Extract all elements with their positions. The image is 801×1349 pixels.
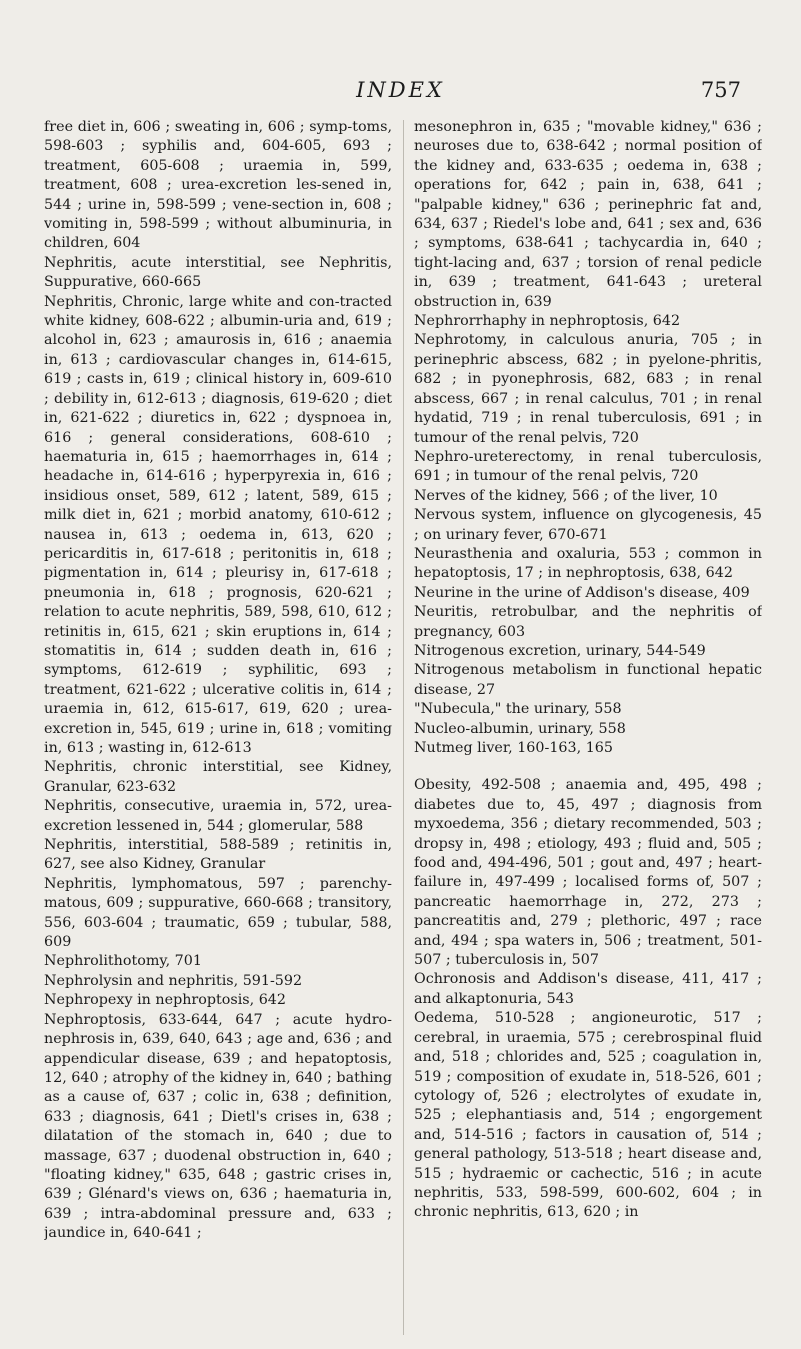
index-entry: "Nubecula," the urinary, 558 (414, 701, 622, 718)
page-header (0, 74, 801, 114)
running-title: INDEX (356, 78, 445, 102)
index-entry: Oedema, 510-528 ; angioneurotic, 517 ; cerebral, in uraemia, 575 ; cerebrospinal fluid and, 518 ; chlorides and, 525 ; coagulation in, 519 ; composition of exudate in, 518-526, 601 ; cytology of, 526 ; electrolytes of exudate in, 525 ; elephantiasis and, 514 ; engorgement and, 514-516 ; factors in causation of, 514 ; general pathology, 513-518 ; heart disease and, 515 ; hydraemic or cachectic, 516 ; in acute nephritis, 533, 598-599, 600-602, 604 ; in chronic nephritis, 613, 620 ; in (414, 1010, 762, 1221)
index-entry: Nerves of the kidney, 566 ; of the liver, 10 (414, 487, 718, 504)
index-entry: Nephrolysin and nephritis, 591-592 (44, 972, 303, 989)
index-entry: Ochronosis and Addison's disease, 411, 417 ; and alkaptonuria, 543 (414, 971, 762, 1007)
index-entry: Nephrorrhaphy in nephroptosis, 642 (414, 313, 681, 330)
index-entry: Nephritis, Chronic, large white and con-tracted white kidney, 608-622 ; albumin-uria and, 619 ; alcohol in, 623 ; amaurosis in, 616 ; anaemia in, 613 ; cardiovascular changes in, 614-615, 619 ; casts in, 619 ; clinical history in, 609-610 ; debility in, 612-613 ; diagnosis, 619-620 ; diet in, 621-622 ; diuretics in, 622 ; dyspnoea in, 616 ; general considerations, 608-610 ; haematuria in, 615 ; haemorrhages in, 614 ; headache in, 614-616 ; hyperpyrexia in, 616 ; insidious onset, 589, 612 ; latent, 589, 615 ; milk diet in, 621 ; morbid anatomy, 610-612 ; nausea in, 613 ; oedema in, 613, 620 ; pericarditis in, 617-618 ; peritonitis in, 618 ; pigmentation in, 614 ; pleurisy in, 617-618 ; pneumonia in, 618 ; prognosis, 620-621 ; relation to acute nephritis, 589, 598, 610, 612 ; retinitis in, 615, 621 ; skin eruptions in, 614 ; stomatitis in, 614 ; sudden death in, 616 ; symptoms, 612-619 ; syphilitic, 693 ; treatment, 621-622 ; ulcerative colitis in, 614 ; uraemia in, 612, 615-617, 619, 620 ; urea-excretion in, 545, 619 ; urine in, 618 ; vomiting in, 613 ; wasting in, 612-613 (44, 293, 392, 756)
index-entry: Nephrolithotomy, 701 (44, 953, 202, 970)
index-entry: mesonephron in, 635 ; "movable kidney," 636 ; neuroses due to, 638-642 ; normal position of the kidney and, 633-635 ; oedema in, 638 ; operations for, 642 ; pain in, 638, 641 ; "palpable kidney," 636 ; perinephric fat and, 634, 637 ; Riedel's lobe and, 641 ; sex and, 636 ; symptoms, 638-641 ; tachycardia in, 640 ; tight-lacing and, 637 ; torsion of renal pedicle in, 639 ; treatment, 641-643 ; ureteral obstruction in, 639 (414, 119, 762, 310)
index-entry: free diet in, 606 ; sweating in, 606 ; symp-toms, 598-603 ; syphilis and, 604-605, 693 ; treatment, 605-608 ; uraemia in, 599, treatment, 608 ; urea-excretion les-sened in, 544 ; urine in, 598-599 ; vene-section in, 608 ; vomiting in, 598-599 ; without albuminuria, in children, 604 (44, 119, 392, 252)
index-entry: Neurine in the urine of Addison's disease, 409 (414, 584, 750, 601)
index-entry: Nitrogenous metabolism in functional hepatic disease, 27 (414, 662, 762, 698)
index-entry: Neurasthenia and oxaluria, 553 ; common in hepatoptosis, 17 ; in nephroptosis, 638, 642 (414, 545, 762, 582)
page-number: 757 (700, 78, 741, 102)
index-entry: Nutmeg liver, 160-163, 165 (414, 740, 613, 756)
index-entry: Nephritis, acute interstitial, see Nephritis, Suppurative, 660-665 (44, 254, 392, 291)
index-entry: Nitrogenous excretion, urinary, 544-549 (414, 642, 706, 659)
index-entry: Nephrotomy, in calculous anuria, 705 ; in perinephric abscess, 682 ; in pyelone-phritis, 682 ; in pyonephrosis, 682, 683 ; in renal abscess, 667 ; in renal calculus, 701 ; in renal hydatid, 719 ; in renal tuberculosis, 691 ; in tumour of the renal pelvis, 720 (414, 332, 762, 446)
index-entry: Nucleo-albumin, urinary, 558 (414, 720, 626, 737)
section-gap (414, 758, 762, 776)
index-entry: Nephroptosis, 633-644, 647 ; acute hydro-nephrosis in, 639, 640, 643 ; age and, 636 ; and appendicular disease, 639 ; and hepatoptosis, 12, 640 ; atrophy of the kidney in, 640 ; bathing as a cause of, 637 ; colic in, 638 ; definition, 633 ; diagnosis, 641 ; Dietl's crises in, 638 ; dilatation of the stomach in, 640 ; due to massage, 637 ; duodenal obstruction in, 640 ; "floating kidney," 635, 648 ; gastric crises in, 639 ; Glénard's views on, 636 ; haematuria in, 639 ; intra-abdominal pressure and, 633 ; jaundice in, 640-641 ; (44, 1011, 392, 1242)
column-divider (403, 120, 404, 1335)
index-entry: Nephritis, chronic interstitial, see Kidney, Granular, 623-632 (44, 759, 392, 795)
index-entry: Obesity, 492-508 ; anaemia and, 495, 498 ; diabetes due to, 45, 497 ; diagnosis from myxoedema, 356 ; dietary recommended, 503 ; dropsy in, 498 ; etiology, 493 ; fluid and, 505 ; food and, 494-496, 501 ; gout and, 497 ; heart-failure in, 497-499 ; localised forms of, 507 ; pancreatic haemorrhage in, 272, 273 ; pancreatitis and, 279 ; plethoric, 497 ; race and, 494 ; spa waters in, 506 ; treatment, 501-507 ; tuberculosis in, 507 (414, 777, 762, 969)
index-column-left (44, 118, 392, 1340)
index-entry: Nephropexy in nephroptosis, 642 (44, 992, 286, 1009)
index-entry: Nephro-ureterectomy, in renal tuberculosis, 691 ; in tumour of the renal pelvis, 720 (414, 448, 762, 485)
index-column-right (414, 118, 762, 1340)
index-entry: Nephritis, consecutive, uraemia in, 572, urea-excretion lessened in, 544 ; glomerular, 588 (44, 798, 392, 834)
index-entry: Neuritis, retrobulbar, and the nephritis of pregnancy, 603 (414, 604, 762, 640)
index-entry: Nervous system, influence on glycogenesis, 45 ; on urinary fever, 670-671 (414, 507, 762, 543)
index-entry: Nephritis, interstitial, 588-589 ; retinitis in, 627, see also Kidney, Granular (44, 837, 392, 873)
index-entry: Nephritis, lymphomatous, 597 ; parenchy-matous, 609 ; suppurative, 660-668 ; transitory, 556, 603-604 ; traumatic, 659 ; tubular, 588, 609 (44, 875, 392, 951)
